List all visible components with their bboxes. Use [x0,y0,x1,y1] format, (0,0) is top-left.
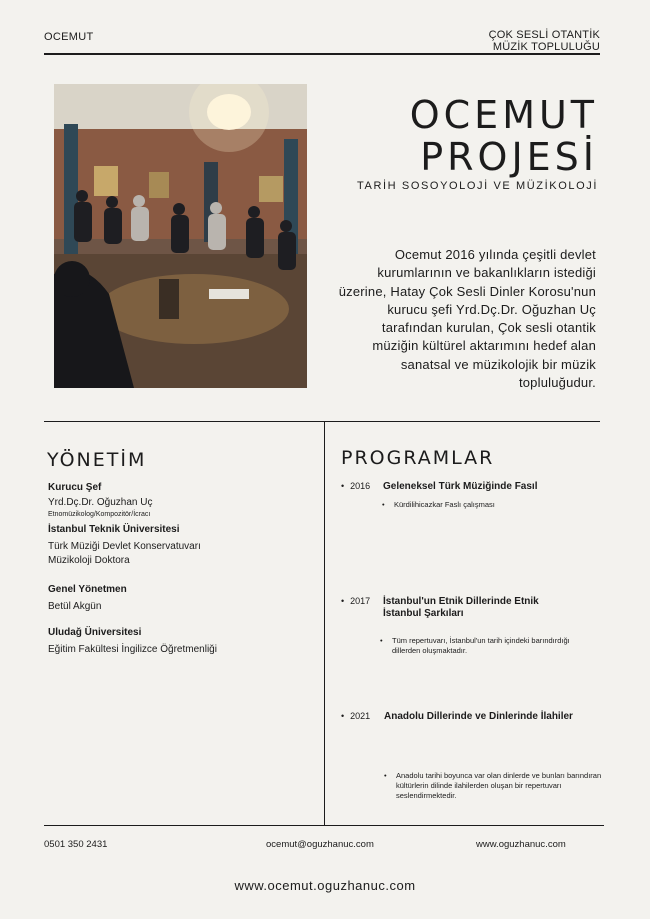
program-title: Anadolu Dillerinde ve Dinlerinde İlahiler [384,711,573,722]
university1-dept: Türk Müziği Devlet Konservatuvarı [48,541,201,552]
page-title [340,94,598,178]
footer-divider [44,825,604,826]
group-photo [54,84,307,388]
column-divider [324,422,325,826]
program-desc: • Tüm repertuvarı, İstanbul'un tarih içindeki barındırdığı dillerden oluşmaktadır. [380,636,592,656]
phone-number: 0501 350 2431 [44,839,108,850]
website-link[interactable]: www.oguzhanuc.com [476,839,566,850]
page-subtitle: TARİH SOSOYOLOJİ VE MÜZİKOLOJİ [357,180,598,192]
director-label: Genel Yönetmen [48,584,127,595]
founder-label: Kurucu Şef [48,482,102,493]
university1-degree: Müzikoloji Doktora [48,555,130,566]
intro-paragraph: Ocemut 2016 yılında çeşitli devlet kurumlarının ve bakanlıkların istediği üzerine, Hatay Çok Sesli Dinler Korosu'nun kurucu şefi Yrd.Dç.Dr. Oğuzhan Uç tarafından kurulan, Çok sesli otantik müziğin kültürel aktarımını hedef alan sanatsal ve müzikolojik bir müzik topluluğudur. [338,247,596,391]
program-desc: • Anadolu tarihi boyunca var olan dinlerde ve bunları barındıran kültürlerin dilinde ilahilerden oluşan bir repertuvarı seslendirmektedir. [384,771,606,801]
program-year: • 2017 [341,596,370,606]
program-year: • 2016 [341,481,370,491]
title-line2: PROJESİ [420,135,598,179]
university1-name: İstanbul Teknik Üniversitesi [48,524,180,535]
project-site-link[interactable]: www.ocemut.oguzhanuc.com [234,878,416,893]
header-divider [44,53,600,55]
director-name: Betül Akgün [48,601,102,612]
tagline-line1: ÇOK SESLİ OTANTİK [488,29,600,41]
tagline-line2: MÜZİK TOPLULUĞU [492,41,600,53]
group-photo-illustration [54,84,307,388]
title-line1: OCEMUT [409,93,598,137]
management-title: YÖNETİM [47,449,147,471]
email-link[interactable]: ocemut@oguzhanuc.com [266,839,374,850]
section-divider [44,421,600,422]
founder-roles: Etnomüzikolog/Kompozitör/İcracı [48,511,151,518]
program-title: İstanbul'un Etnik Dillerinde Etnik İstanbul Şarkıları [383,596,539,619]
founder-name: Yrd.Dç.Dr. Oğuzhan Uç [48,497,153,508]
brand-name: OCEMUT [44,31,94,43]
university2-dept: Eğitim Fakültesi İngilizce Öğretmenliği [48,644,217,655]
program-desc: • Kürdilihicazkar Faslı çalışması [382,500,594,510]
programs-title: PROGRAMLAR [341,447,495,469]
program-year: • 2021 [341,711,370,721]
university2-name: Uludağ Üniversitesi [48,627,142,638]
program-title: Geleneksel Türk Müziğinde Fasıl [383,481,538,492]
brand-tagline [470,29,600,53]
